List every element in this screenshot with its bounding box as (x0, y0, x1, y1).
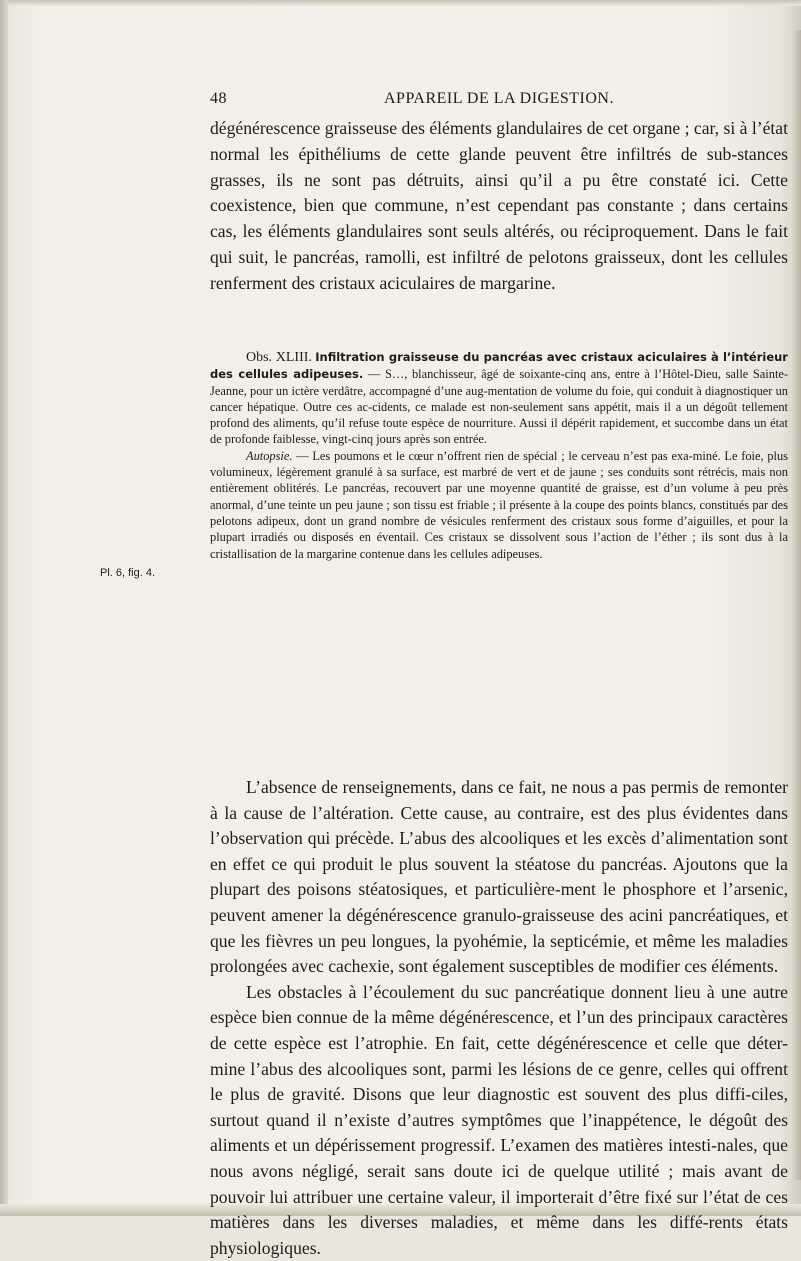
intro-paragraph: dégénérescence graisseuse des éléments glandulaires de cet organe ; car, si à l’état normal les épithéliums de cette glande peuvent être infiltrés de sub-stances grasses, ils ne sont pas détruits, ainsi qu’il a pu être constaté ici. Cette coexistence, bien que commune, n’est cependant pas constante ; dans certains cas, les éléments glandulaires sont seuls altérés, ou réciproquement. Dans le fait qui suit, le pancréas, ramolli, est infiltré de pelotons graisseux, dont les cellules renferment des cristaux aciculaires de margarine. (210, 118, 788, 293)
autopsy-label: Autopsie. (246, 448, 293, 463)
page-number: 48 (210, 90, 227, 107)
page-right-edge (790, 30, 801, 1180)
autopsy-paragraph (210, 448, 788, 562)
body-paragraph: Les obstacles à l’écoulement du suc pancréatique donnent lieu à une autre espèce bien connue de la même dégénérescence, et l’un des principaux caractères de cette espèce est l’atrophie. En fait, cette dégénérescence et celle que déter-mine l’abus des alcooliques sont, parmi les lésions de ce genre, celles qui offrent le plus de gravité. Disons que leur diagnostic est souvent des plus diffi-ciles, surtout quand il n’existe d’autres symptômes que l’inappétence, le dégoût des aliments et un dépérissement progressif. L’examen des matières intesti-nales, que nous avons négligé, serait sans doute ici de quelque utilité ; mais avant de pouvoir lui attribuer une certaine valeur, il importerait d’être fixé sur l’état de ces matières dans les diverses maladies, et même dans les diffé-rents états physiologiques. (210, 981, 788, 1258)
page-top-edge (0, 0, 801, 6)
body-paragraph: L’absence de renseignements, dans ce fait, ne nous a pas permis de remonter à la cause de l’altération. Cette cause, au contraire, est des plus évidentes dans l’observation qui précède. L’abus des alcooliques et les excès d’alimentation sont en effet ce qui produit le plus souvent la stéatose du pancréas. Ajoutons que la plupart des poisons stéatosiques, et particulière-ment le phosphore et l’arsenic, peuvent amener la dégénérescence granulo-graisseuse des acini pancréatiques, et que les fièvres un peu longues, la pyohémie, la septicémie, et même les maladies prolongées avec cachexie, sont également susceptibles de modifier ces éléments. (210, 777, 788, 977)
observation-paragraph (210, 349, 788, 448)
page-left-edge (0, 0, 8, 1216)
observation-heading: Infiltration graisseuse du pancréas avec cristaux aciculaires à l’intérieur des cellules adipeuses. (210, 350, 788, 382)
autopsy-text: — Les poumons et le cœur n’offrent rien de spécial ; le cerveau n’est pas exa-miné. Le foie, plus volumineux, légèrement granulé à sa surface, est marbré de vert et de jaune ; ses conduits sont rétrécis, mais non entièrement oblitérés. Le pancréas, recouvert par une moyenne quantité de graisse, est d’un volume à peu près anormal, d’une teinte un peu jaune ; son tissu est friable ; il présente à la coupe des points blancs, constitués par des pelotons adipeux, dont un grand nombre de vésicules renferment des cristaux sous forme d’aiguilles, et pour la plupart irradiés ou disposés en éventail. Ces cristaux se dissolvent sous l’action de l’éther ; ils sont dus à la cristallisation de la margarine contenue dans les cellules adipeuses. (210, 448, 788, 561)
main-text (210, 775, 788, 1261)
plate-reference: Pl. 6, fig. 4. (100, 567, 156, 579)
observation-label: Obs. XLIII. (246, 350, 312, 365)
running-header (210, 90, 788, 112)
running-title: APPAREIL DE LA DIGESTION. (384, 90, 614, 107)
observation-text: — S…, blanchisseur, âgé de soixante-cinq ans, entre à l’Hôtel-Dieu, salle Sainte-Jeanne, pour un ictère verdâtre, accompagné d’une aug-mentation de volume du foie, qui conduit à diagnostiquer un cancer hépatique. Outre ces ac-cidents, ce malade est non-seulement sans appétit, mais il a un dégoût tellement profond des aliments, qu’il refuse toute espèce de nourriture. Aussi il dépérit rapidement, et succombe dans un état de profonde faiblesse, vingt-cinq jours après son entrée. (210, 367, 789, 447)
observation-block (210, 349, 788, 562)
